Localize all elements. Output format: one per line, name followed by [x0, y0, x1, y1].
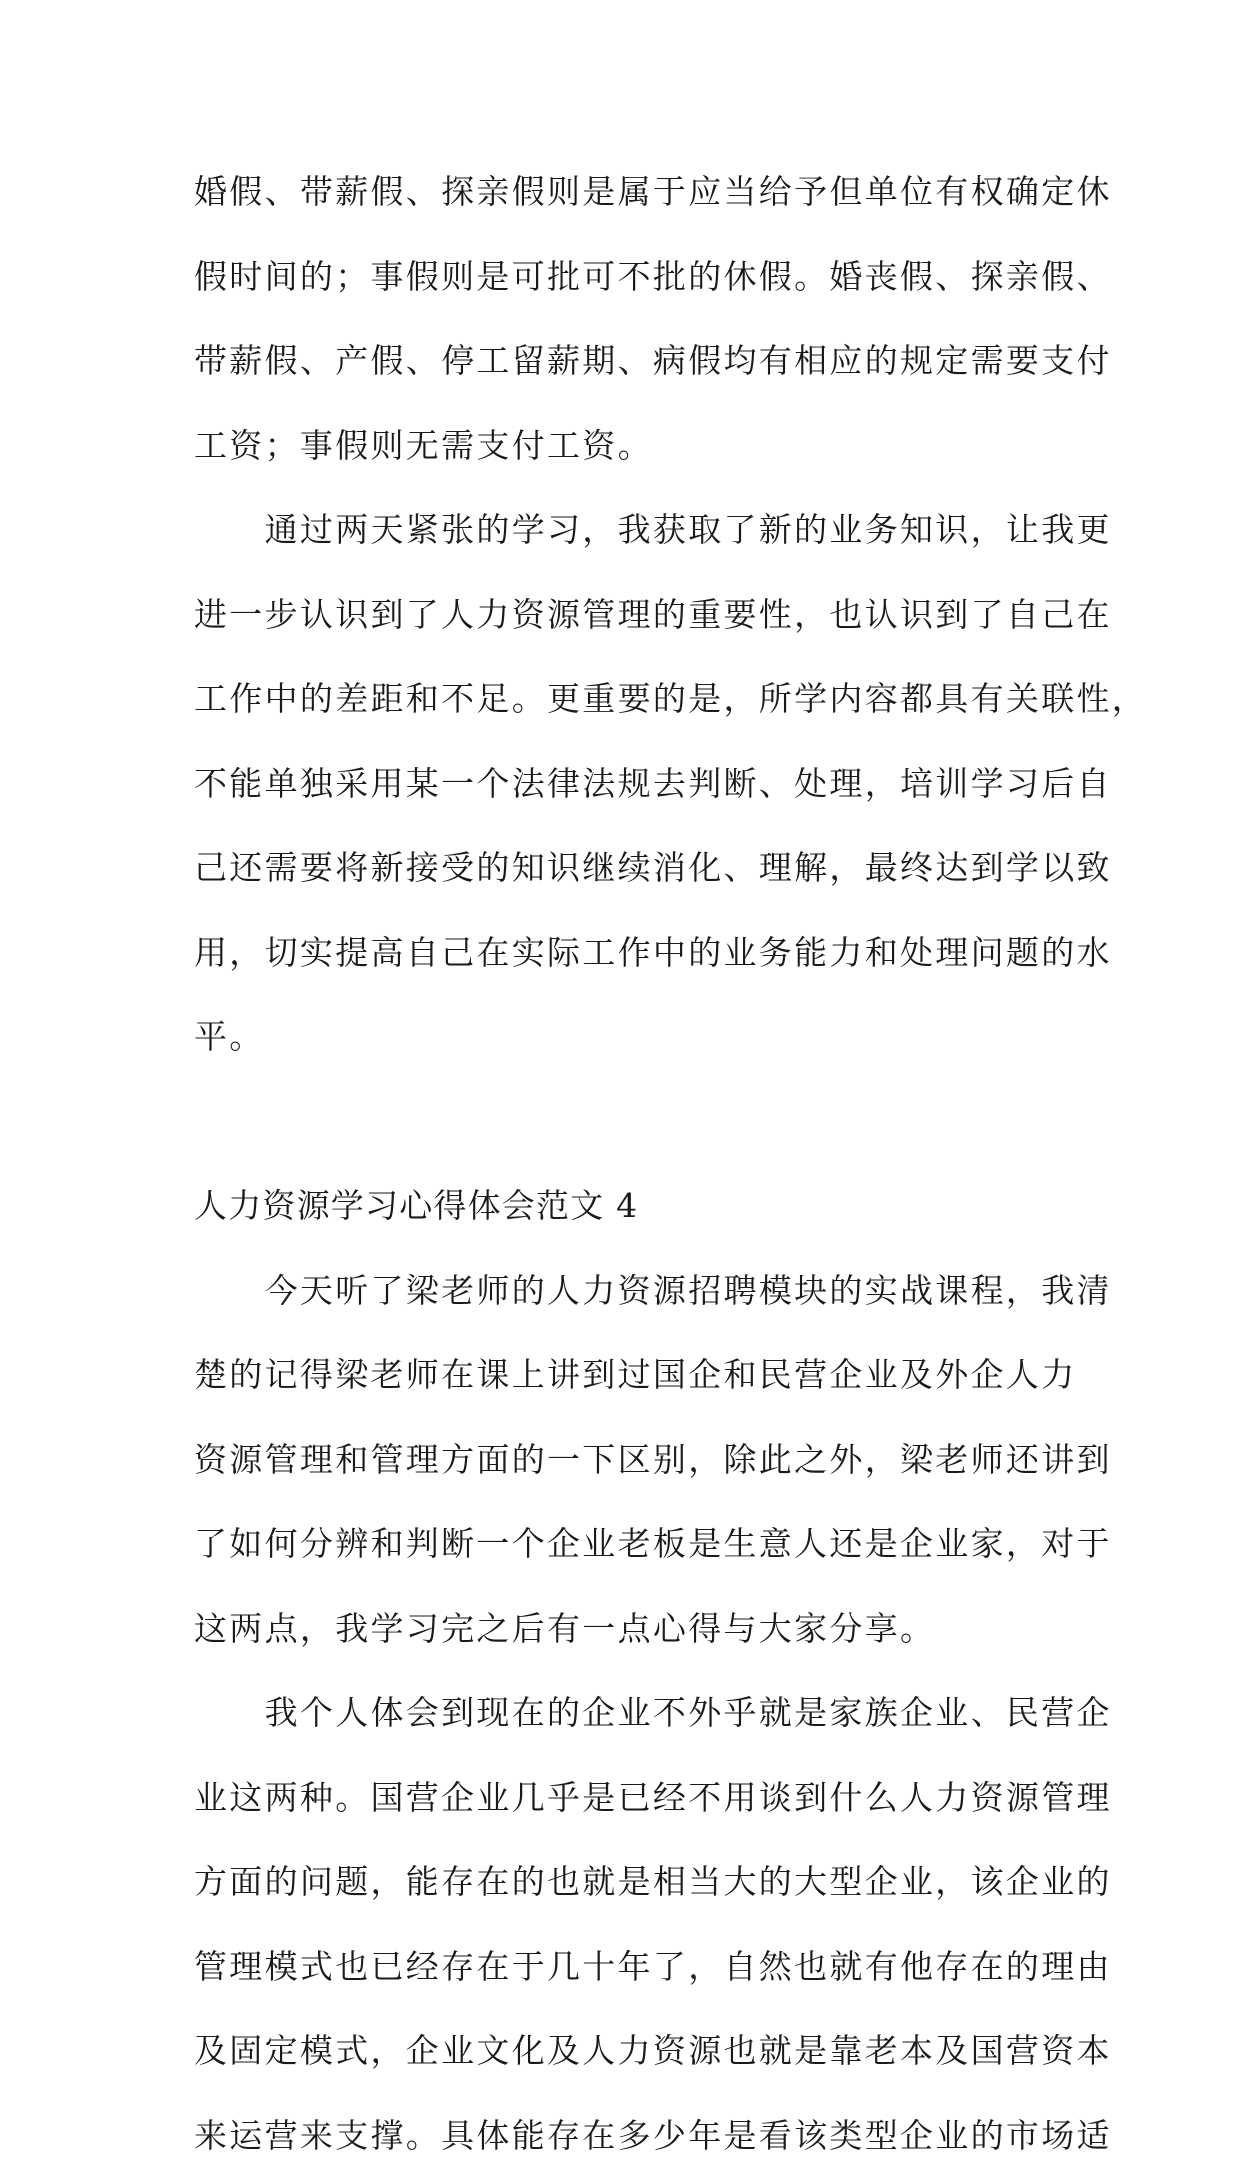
text-line: 及固定模式，企业文化及人力资源也就是靠老本及国营资本 [194, 2009, 1074, 2094]
text-line: 不能单独采用某一个法律法规去判断、处理，培训学习后自 [194, 742, 1074, 827]
paragraph-spacer [194, 1080, 1074, 1165]
text-line: 这两点，我学习完之后有一点心得与大家分享。 [194, 1587, 1074, 1672]
text-line: 带薪假、产假、停工留薪期、病假均有相应的规定需要支付 [194, 319, 1074, 404]
text-line: 通过两天紧张的学习，我获取了新的业务知识，让我更 [194, 488, 1074, 573]
text-line: 了如何分辨和判断一个企业老板是生意人还是企业家，对于 [194, 1502, 1074, 1587]
text-line: 来运营来支撑。具体能存在多少年是看该类型企业的市场适 [194, 2094, 1074, 2178]
text-line: 进一步认识到了人力资源管理的重要性，也认识到了自己在 [194, 573, 1074, 658]
text-line: 平。 [194, 995, 1074, 1080]
document-body [194, 150, 1074, 2178]
text-line: 楚的记得梁老师在课上讲到过国企和民营企业及外企人力 [194, 1333, 1074, 1418]
text-line: 方面的问题，能存在的也就是相当大的大型企业，该企业的 [194, 1840, 1074, 1925]
text-line: 用，切实提高自己在实际工作中的业务能力和处理问题的水 [194, 911, 1074, 996]
text-line: 工作中的差距和不足。更重要的是，所学内容都具有关联性， [194, 657, 1074, 742]
text-line: 婚假、带薪假、探亲假则是属于应当给予但单位有权确定休 [194, 150, 1074, 235]
text-line: 己还需要将新接受的知识继续消化、理解，最终达到学以致 [194, 826, 1074, 911]
text-line: 工资；事假则无需支付工资。 [194, 404, 1074, 489]
text-line: 资源管理和管理方面的一下区别，除此之外，梁老师还讲到 [194, 1418, 1074, 1503]
text-line: 我个人体会到现在的企业不外乎就是家族企业、民营企 [194, 1671, 1074, 1756]
text-line: 假时间的；事假则是可批可不批的休假。婚丧假、探亲假、 [194, 235, 1074, 320]
section-heading: 人力资源学习心得体会范文 4 [194, 1164, 1074, 1249]
text-line: 今天听了梁老师的人力资源招聘模块的实战课程，我清 [194, 1249, 1074, 1334]
text-line: 业这两种。国营企业几乎是已经不用谈到什么人力资源管理 [194, 1756, 1074, 1841]
text-line: 管理模式也已经存在于几十年了，自然也就有他存在的理由 [194, 1925, 1074, 2010]
